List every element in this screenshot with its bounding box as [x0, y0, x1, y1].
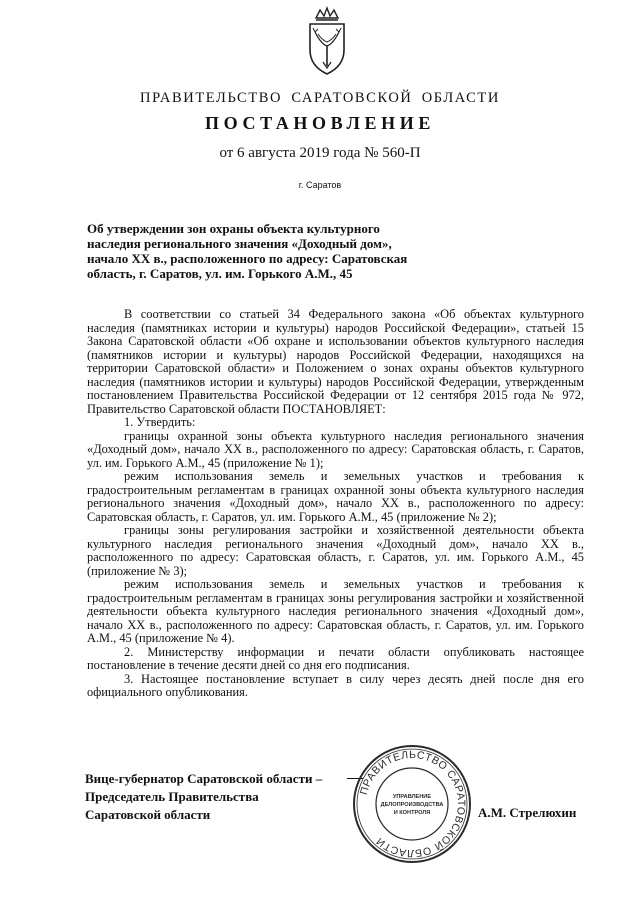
signature-title-line: Председатель Правительства: [85, 789, 259, 804]
body-paragraph: 3. Настоящее постановление вступает в силу через десять дней после дня его официального опубликования.: [87, 671, 584, 699]
coat-of-arms-icon: [302, 6, 352, 78]
signature-title-line: Вице-губернатор Саратовской области –: [85, 771, 323, 786]
official-stamp: [350, 742, 474, 866]
document-type: ПОСТАНОВЛЕНИЕ: [205, 113, 435, 133]
government-title: ПРАВИТЕЛЬСТВО САРАТОВСКОЙ ОБЛАСТИ: [140, 90, 500, 106]
body-paragraph: В соответствии со статьей 34 Федерального закона «Об объектах культурного наследия (памятниках истории и культуры) народов Российской Федерации», статьей 15 Закона Саратовской области «Об охране и использовании объектов культурного наследия (памятников истории и культуры) народов Российской Федерации, находящихся на территории Саратовской области» и Положением о зонах охраны объектов культурного наследия (памятников истории и культуры) народов Российской Федерации, утвержденным постановлением Правительства Российской Федерации от 12 сентября 2015 года № 972, Правительство Саратовской области ПОСТАНОВЛЯЕТ:: [87, 307, 584, 416]
signature-title-line: Саратовской области: [85, 807, 211, 822]
subject-line: Об утверждении зон охраны объекта культурного: [87, 221, 380, 236]
stamp-ring-text: ПРАВИТЕЛЬСТВО САРАТОВСКОЙ ОБЛАСТИ: [357, 748, 468, 860]
body-paragraph: режим использования земель и земельных участков и требования к градостроительным регламентам в границах охранной зоны объекта культурного наследия регионального значения «Доходный дом», начало XX в., расположенного по адресу: Саратовская область, г. Саратов, ул. им. Горького А.М., 45 (приложение № 2);: [87, 469, 584, 524]
document-subject: [87, 221, 440, 281]
stamp-center-line: ДЕЛОПРОИЗВОДСТВА: [380, 802, 444, 808]
document-date-number: от 6 августа 2019 года № 560-П: [219, 145, 421, 161]
body-paragraph: 2. Министерству информации и печати области опубликовать настоящее постановление в течение десяти дней со дня его подписания.: [87, 644, 584, 672]
subject-line: наследия регионального значения «Доходный дом»,: [87, 236, 392, 251]
body-paragraph: границы зоны регулирования застройки и хозяйственной деятельности объекта культурного наследия регионального значения «Доходный дом», начало XX в., расположенного по адресу: Саратовская область, г. Саратов, ул. им. Горького А.М., 45 (приложение № 3);: [87, 523, 584, 578]
signer-name: А.М. Стрелюхин: [478, 805, 577, 820]
stamp-center-line: И КОНТРОЛЯ: [393, 810, 431, 816]
subject-line: начало XX в., расположенного по адресу: Саратовская: [87, 251, 408, 266]
body-paragraph: режим использования земель и земельных участков и требования к градостроительным регламентам в границах зоны регулирования застройки и хозяйственной деятельности объекта культурного наследия регионального значения «Доходный дом», начало XX в., расположенного по адресу: Саратовская область, г. Саратов, ул. им. Горького А.М., 45 (приложение № 4).: [87, 577, 584, 645]
body-paragraph: границы охранной зоны объекта культурного наследия регионального значения «Доходный дом», начало XX в., расположенного по адресу: Саратовская область, г. Саратов, ул. им. Горького А.М., 45 (приложение № 1);: [87, 428, 584, 470]
body-paragraph: 1. Утвердить:: [124, 415, 196, 429]
subject-line: область, г. Саратов, ул. им. Горького А.М., 45: [87, 266, 353, 281]
signature-block: [85, 770, 365, 824]
document-body: [87, 308, 584, 700]
document-city: г. Саратов: [298, 180, 342, 190]
stamp-center-line: УПРАВЛЕНИЕ: [392, 794, 432, 800]
